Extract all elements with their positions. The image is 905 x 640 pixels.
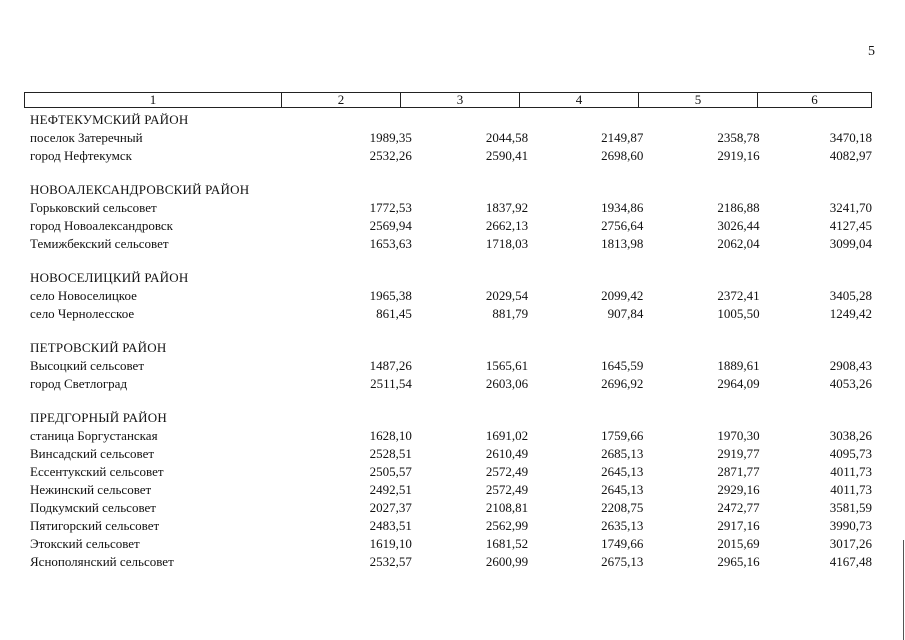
settlement-name: Винсадский сельсовет: [30, 446, 155, 461]
value-cell-col2: 2505,57: [369, 464, 412, 479]
value-cell-col2: 2569,94: [369, 218, 412, 233]
value-cell-col3: 2590,41: [485, 148, 529, 163]
value-cell-col6: 1249,42: [829, 306, 872, 321]
value-cell-col2: 1487,26: [369, 358, 412, 373]
settlement-name: поселок Затеречный: [30, 130, 143, 145]
value-cell-col2: 2532,57: [369, 554, 412, 569]
header-cell-4: 4: [519, 93, 638, 107]
district-heading: [24, 269, 872, 287]
settlement-name: Пятигорский сельсовет: [30, 518, 160, 533]
value-cell-col3: 2603,06: [485, 376, 529, 391]
value-cell-col2: 1628,10: [369, 428, 412, 443]
value-cell-col2: 1653,63: [369, 236, 412, 251]
value-cell-col2: 2027,37: [369, 500, 412, 515]
table-row: [24, 235, 872, 253]
table-row: [24, 147, 872, 165]
value-cell-col2: 2483,51: [369, 518, 412, 533]
section-gap: [24, 393, 872, 409]
value-cell-col4: 907,84: [607, 306, 644, 321]
table-row: [24, 357, 872, 375]
value-cell-col6: 4011,73: [830, 482, 872, 497]
district-heading: [24, 409, 872, 427]
settlement-name: Горьковский сельсовет: [30, 200, 157, 215]
value-cell-col4: 2675,13: [601, 554, 644, 569]
value-cell-col5: 2964,09: [717, 376, 760, 391]
table-row: [24, 305, 872, 323]
value-cell-col2: 861,45: [376, 306, 412, 321]
table-row: [24, 481, 872, 499]
table-row: [24, 445, 872, 463]
value-cell-col4: 1749,66: [601, 536, 644, 551]
value-cell-col4: 2645,13: [601, 482, 644, 497]
header-cell-3: 3: [400, 93, 519, 107]
value-cell-col3: 1681,52: [485, 536, 529, 551]
value-cell-col4: 2685,13: [601, 446, 644, 461]
value-cell-col2: 2532,26: [369, 148, 412, 163]
settlement-name: Темижбекский сельсовет: [30, 236, 169, 251]
value-cell-col2: 1965,38: [369, 288, 412, 303]
value-cell-col2: 2528,51: [369, 446, 412, 461]
settlement-name: Этокский сельсовет: [30, 536, 140, 551]
header-cell-5: 5: [638, 93, 757, 107]
value-cell-col3: 1837,92: [485, 200, 529, 215]
value-cell-col5: 2472,77: [717, 500, 760, 515]
value-cell-col5: 2919,77: [717, 446, 760, 461]
value-cell-col4: 2208,75: [601, 500, 644, 515]
value-cell-col6: 2908,43: [829, 358, 872, 373]
value-cell-col3: 1718,03: [485, 236, 529, 251]
table-row: [24, 199, 872, 217]
table-row: [24, 463, 872, 481]
settlement-name: Высоцкий сельсовет: [30, 358, 145, 373]
value-cell-col4: 1759,66: [601, 428, 644, 443]
district-heading: [24, 339, 872, 357]
table-header: [24, 92, 872, 108]
header-cell-6: 6: [757, 93, 871, 107]
value-cell-col4: 2696,92: [601, 376, 644, 391]
value-cell-col2: 1772,53: [369, 200, 412, 215]
value-cell-col6: 3099,04: [829, 236, 872, 251]
section-gap: [24, 253, 872, 269]
table-row: [24, 129, 872, 147]
settlement-name: город Новоалександровск: [30, 218, 173, 233]
value-cell-col5: 2871,77: [717, 464, 760, 479]
value-cell-col3: 2572,49: [485, 482, 529, 497]
settlement-name: город Светлоград: [30, 376, 128, 391]
value-cell-col3: 2029,54: [485, 288, 529, 303]
value-cell-col6: 4095,73: [829, 446, 872, 461]
value-cell-col6: 3990,73: [829, 518, 872, 533]
settlement-name: станица Боргустанская: [30, 428, 158, 443]
table-row: [24, 553, 872, 571]
value-cell-col3: 1565,61: [485, 358, 529, 373]
settlement-name: село Новоселицкое: [30, 288, 137, 303]
value-cell-col2: 2492,51: [369, 482, 412, 497]
value-cell-col5: 1970,30: [717, 428, 760, 443]
value-cell-col3: 2562,99: [485, 518, 529, 533]
value-cell-col5: 2015,69: [717, 536, 760, 551]
value-cell-col6: 4082,97: [829, 148, 872, 163]
value-cell-col3: 2572,49: [485, 464, 529, 479]
table-row: [24, 217, 872, 235]
value-cell-col6: 3470,18: [829, 130, 872, 145]
value-cell-col6: 4167,48: [829, 554, 872, 569]
table-row: [24, 517, 872, 535]
table-row: [24, 375, 872, 393]
value-cell-col4: 2099,42: [601, 288, 644, 303]
value-cell-col5: 2929,16: [717, 482, 760, 497]
value-cell-col3: 2108,81: [485, 500, 529, 515]
value-cell-col2: 2511,54: [370, 376, 412, 391]
value-cell-col5: 3026,44: [717, 218, 760, 233]
table-row: [24, 427, 872, 445]
value-cell-col4: 2645,13: [601, 464, 644, 479]
value-cell-col5: 1005,50: [717, 306, 760, 321]
table-row: [24, 535, 872, 553]
value-cell-col5: 2062,04: [717, 236, 760, 251]
header-cell-2: 2: [281, 93, 400, 107]
value-cell-col6: 3038,26: [829, 428, 872, 443]
value-cell-col5: 2919,16: [717, 148, 760, 163]
settlement-name: Яснополянский сельсовет: [30, 554, 174, 569]
value-cell-col5: 1889,61: [717, 358, 760, 373]
value-cell-col6: 4053,26: [829, 376, 872, 391]
district-name: НОВОАЛЕКСАНДРОВСКИЙ РАЙОН: [30, 182, 250, 197]
district-heading: [24, 111, 872, 129]
district-name: ПРЕДГОРНЫЙ РАЙОН: [30, 410, 167, 425]
value-cell-col4: 2698,60: [601, 148, 644, 163]
value-cell-col6: 3405,28: [829, 288, 872, 303]
page-number: 5: [868, 44, 875, 59]
value-cell-col6: 3241,70: [829, 200, 872, 215]
value-cell-col6: 4127,45: [829, 218, 872, 233]
header-cell-1: 1: [149, 92, 157, 107]
value-cell-col5: 2358,78: [717, 130, 760, 145]
settlement-name: Подкумский сельсовет: [30, 500, 156, 515]
value-cell-col6: 4011,73: [830, 464, 872, 479]
district-name: НЕФТЕКУМСКИЙ РАЙОН: [30, 112, 189, 127]
value-cell-col3: 2044,58: [485, 130, 529, 145]
section-gap: [24, 323, 872, 339]
table-row: [24, 287, 872, 305]
district-name: НОВОСЕЛИЦКИЙ РАЙОН: [30, 270, 189, 285]
value-cell-col3: 2610,49: [485, 446, 529, 461]
value-cell-col4: 1813,98: [601, 236, 644, 251]
value-cell-col3: 881,79: [492, 306, 529, 321]
scan-edge-line: [903, 540, 904, 640]
value-cell-col4: 1645,59: [601, 358, 644, 373]
table-body: [24, 111, 872, 571]
section-gap: [24, 165, 872, 181]
value-cell-col6: 3581,59: [829, 500, 872, 515]
value-cell-col5: 2186,88: [717, 200, 760, 215]
value-cell-col6: 3017,26: [829, 536, 872, 551]
value-cell-col5: 2917,16: [717, 518, 760, 533]
value-cell-col2: 1619,10: [369, 536, 412, 551]
table-row: [24, 499, 872, 517]
value-cell-col5: 2372,41: [717, 288, 760, 303]
value-cell-col3: 2662,13: [485, 218, 529, 233]
district-name: ПЕТРОВСКИЙ РАЙОН: [30, 340, 167, 355]
settlement-name: Ессентукский сельсовет: [30, 464, 164, 479]
value-cell-col4: 2635,13: [601, 518, 644, 533]
value-cell-col2: 1989,35: [369, 130, 412, 145]
value-cell-col3: 2600,99: [485, 554, 529, 569]
settlement-name: село Чернолесское: [30, 306, 135, 321]
value-cell-col5: 2965,16: [717, 554, 760, 569]
value-cell-col4: 2756,64: [601, 218, 644, 233]
district-heading: [24, 181, 872, 199]
value-cell-col4: 2149,87: [601, 130, 644, 145]
value-cell-col3: 1691,02: [485, 428, 529, 443]
settlement-name: Нежинский сельсовет: [30, 482, 152, 497]
settlement-name: город Нефтекумск: [30, 148, 132, 163]
value-cell-col4: 1934,86: [601, 200, 644, 215]
